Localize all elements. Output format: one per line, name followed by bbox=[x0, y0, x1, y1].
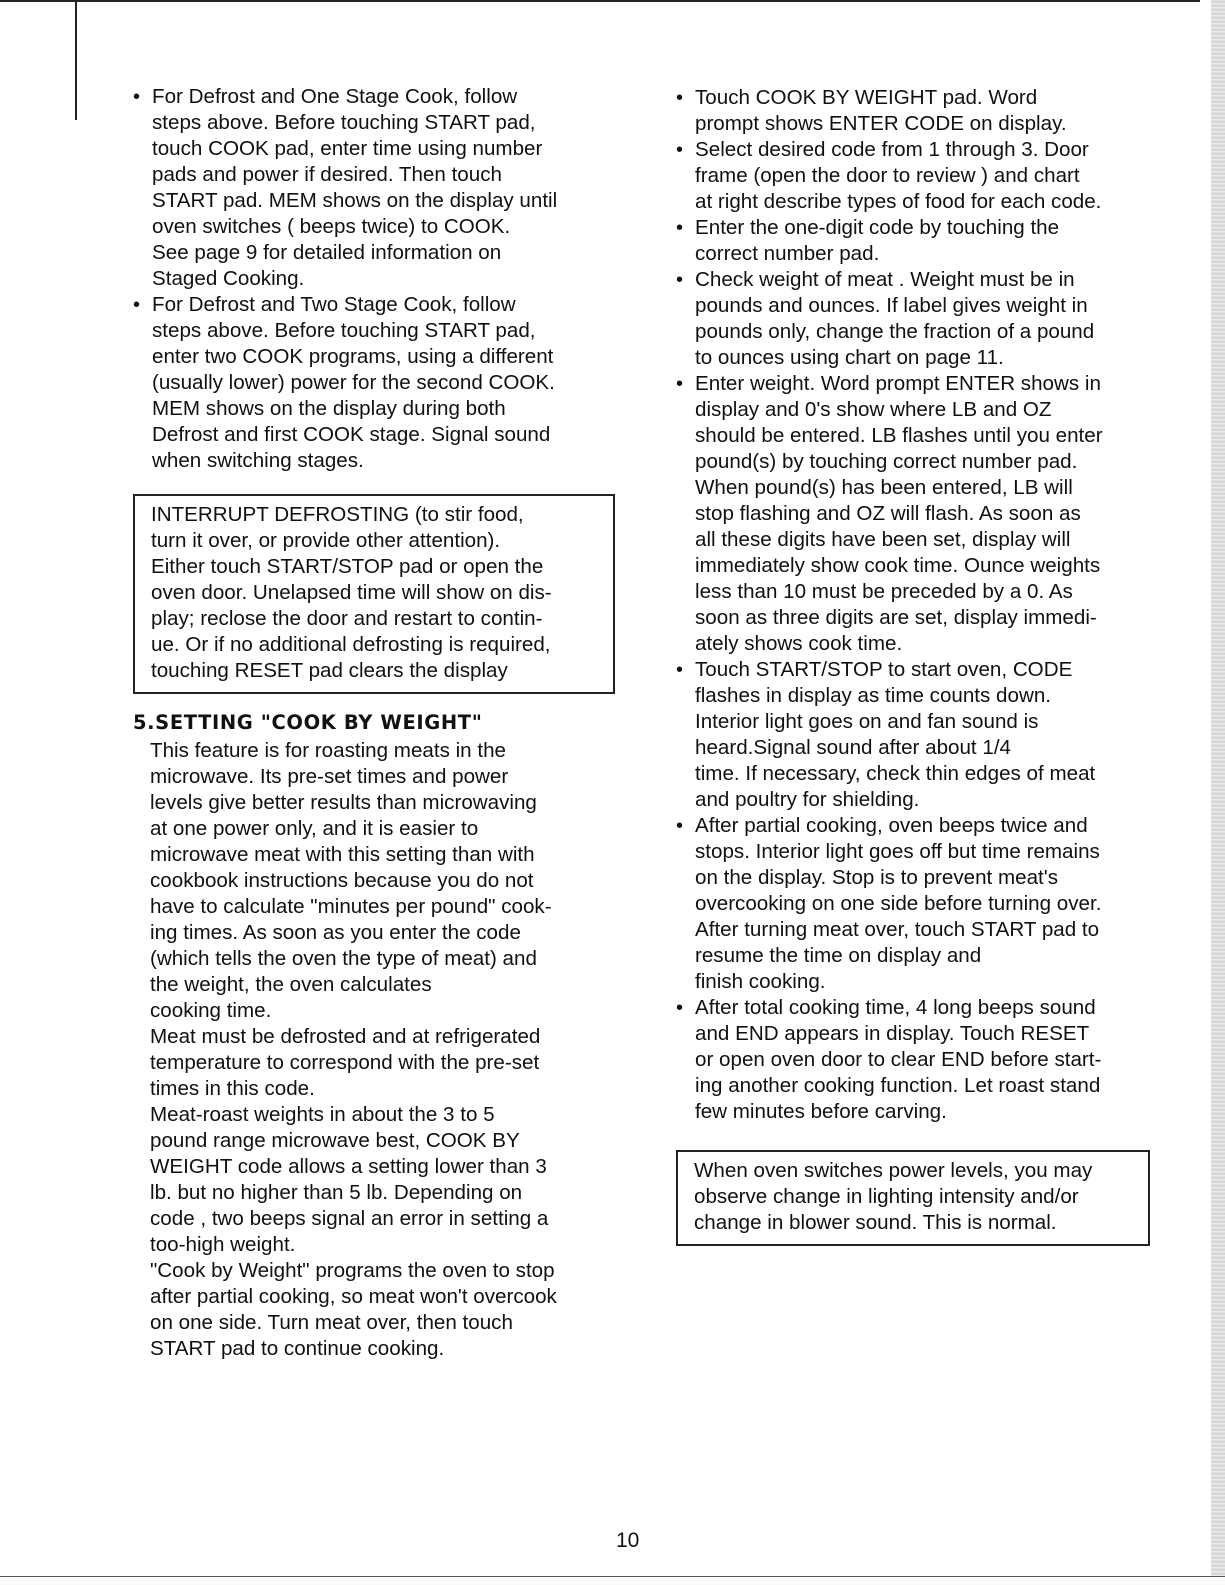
text-line: at one power only, and it is easier to bbox=[150, 817, 479, 840]
text-line: See page 9 for detailed information on bbox=[152, 241, 502, 264]
text-line: should be entered. LB flashes until you enter bbox=[695, 424, 1103, 447]
scan-frame-top-rule bbox=[0, 0, 1200, 2]
text-line: on the display. Stop is to prevent meat's bbox=[695, 866, 1058, 889]
text-line: Meat-roast weights in about the 3 to 5 bbox=[150, 1103, 495, 1126]
bullet-dot-icon: • bbox=[676, 217, 684, 239]
text-line: the weight, the oven calculates bbox=[150, 973, 432, 996]
text-line: Enter the one-digit code by touching the bbox=[695, 216, 1060, 239]
text-line: display and 0's show where LB and OZ bbox=[695, 398, 1052, 421]
text-line: pound(s) by touching correct number pad. bbox=[695, 450, 1078, 473]
note-line: turn it over, or provide other attention). bbox=[151, 529, 501, 552]
bullet-item bbox=[676, 267, 1161, 371]
text-line: on one side. Turn meat over, then touch bbox=[150, 1311, 513, 1334]
text-line: After partial cooking, oven beeps twice and bbox=[695, 814, 1088, 837]
text-line: WEIGHT code allows a setting lower than 3 bbox=[150, 1155, 547, 1178]
text-line: pounds only, change the fraction of a pound bbox=[695, 320, 1095, 343]
text-line: START pad. MEM shows on the display until bbox=[152, 189, 558, 212]
text-line: steps above. Before touching START pad, bbox=[152, 111, 536, 134]
power-level-note-box bbox=[676, 1150, 1150, 1246]
note-line: ue. Or if no additional defrosting is required, bbox=[151, 633, 551, 656]
text-line: when switching stages. bbox=[152, 449, 364, 472]
section-heading: 5.SETTING "COOK BY WEIGHT" bbox=[133, 711, 483, 734]
text-line: (which tells the oven the type of meat) and bbox=[150, 947, 537, 970]
text-line: temperature to correspond with the pre-set bbox=[150, 1051, 540, 1074]
text-line: times in this code. bbox=[150, 1077, 315, 1100]
text-line: microwave meat with this setting than with bbox=[150, 843, 535, 866]
text-line: ing times. As soon as you enter the code bbox=[150, 921, 521, 944]
bullet-item bbox=[676, 85, 1161, 137]
text-line: and END appears in display. Touch RESET bbox=[695, 1022, 1090, 1045]
text-line: heard.Signal sound after about 1/4 bbox=[695, 736, 1012, 759]
text-line: correct number pad. bbox=[695, 242, 880, 265]
bullet-dot-icon: • bbox=[133, 294, 141, 316]
text-line: cookbook instructions because you do not bbox=[150, 869, 534, 892]
text-line: Interior light goes on and fan sound is bbox=[695, 710, 1039, 733]
bullet-dot-icon: • bbox=[676, 659, 684, 681]
text-line: "Cook by Weight" programs the oven to stop bbox=[150, 1259, 555, 1282]
text-line: touch COOK pad, enter time using number bbox=[152, 137, 543, 160]
bullet-dot-icon: • bbox=[133, 86, 141, 108]
text-line: pound range microwave best, COOK BY bbox=[150, 1129, 520, 1152]
text-line: time. If necessary, check thin edges of meat bbox=[695, 762, 1096, 785]
text-line: at right describe types of food for each code. bbox=[695, 190, 1102, 213]
bullet-item bbox=[676, 813, 1161, 995]
text-line: Enter weight. Word prompt ENTER shows in bbox=[695, 372, 1101, 395]
bullet-dot-icon: • bbox=[676, 373, 684, 395]
note-line: observe change in lighting intensity and/or bbox=[694, 1185, 1079, 1208]
bullet-item bbox=[676, 371, 1161, 657]
note-line: play; reclose the door and restart to contin- bbox=[151, 607, 543, 630]
scan-edge-bottom bbox=[0, 1576, 1225, 1585]
section-body bbox=[150, 738, 610, 1362]
interrupt-defrosting-note-box bbox=[133, 494, 615, 694]
text-line: MEM shows on the display during both bbox=[152, 397, 506, 420]
note-line: Either touch START/STOP pad or open the bbox=[151, 555, 544, 578]
page-number: 10 bbox=[616, 1529, 640, 1552]
note-line: touching RESET pad clears the display bbox=[151, 659, 508, 682]
note-line: INTERRUPT DEFROSTING (to stir food, bbox=[151, 503, 524, 526]
bullet-item bbox=[676, 657, 1161, 813]
text-line: soon as three digits are set, display immedi- bbox=[695, 606, 1097, 629]
note-line: oven door. Unelapsed time will show on dis- bbox=[151, 581, 552, 604]
right-column-bullets bbox=[676, 85, 1161, 1125]
text-line: Meat must be defrosted and at refrigerated bbox=[150, 1025, 541, 1048]
text-line: finish cooking. bbox=[695, 970, 826, 993]
bullet-item bbox=[133, 292, 613, 474]
text-line: levels give better results than microwaving bbox=[150, 791, 537, 814]
text-line: ately shows cook time. bbox=[695, 632, 903, 655]
text-line: oven switches ( beeps twice) to COOK. bbox=[152, 215, 511, 238]
text-line: or open oven door to clear END before start- bbox=[695, 1048, 1102, 1071]
bullet-item bbox=[676, 995, 1161, 1125]
text-line: After total cooking time, 4 long beeps sound bbox=[695, 996, 1096, 1019]
text-line: Touch START/STOP to start oven, CODE bbox=[695, 658, 1073, 681]
text-line: less than 10 must be preceded by a 0. As bbox=[695, 580, 1073, 603]
text-line: Check weight of meat . Weight must be in bbox=[695, 268, 1075, 291]
text-line: all these digits have been set, display will bbox=[695, 528, 1071, 551]
text-line: code , two beeps signal an error in setting a bbox=[150, 1207, 549, 1230]
scan-frame-left-rule bbox=[75, 0, 77, 120]
note-line: change in blower sound. This is normal. bbox=[694, 1211, 1057, 1234]
text-line: START pad to continue cooking. bbox=[150, 1337, 445, 1360]
text-line: prompt shows ENTER CODE on display. bbox=[695, 112, 1067, 135]
left-column-bullets bbox=[133, 84, 613, 474]
text-line: and poultry for shielding. bbox=[695, 788, 920, 811]
text-line: immediately show cook time. Ounce weights bbox=[695, 554, 1101, 577]
text-line: For Defrost and One Stage Cook, follow bbox=[152, 85, 518, 108]
text-line: pounds and ounces. If label gives weight in bbox=[695, 294, 1088, 317]
text-line: Touch COOK BY WEIGHT pad. Word bbox=[695, 86, 1038, 109]
text-line: too-high weight. bbox=[150, 1233, 296, 1256]
text-line: frame (open the door to review ) and chart bbox=[695, 164, 1080, 187]
bullet-item bbox=[676, 215, 1161, 267]
text-line: pads and power if desired. Then touch bbox=[152, 163, 502, 186]
bullet-dot-icon: • bbox=[676, 997, 684, 1019]
note-line: When oven switches power levels, you may bbox=[694, 1159, 1093, 1182]
text-line: few minutes before carving. bbox=[695, 1100, 947, 1123]
text-line: microwave. Its pre-set times and power bbox=[150, 765, 509, 788]
bullet-dot-icon: • bbox=[676, 269, 684, 291]
text-line: enter two COOK programs, using a different bbox=[152, 345, 554, 368]
text-line: have to calculate "minutes per pound" cook- bbox=[150, 895, 552, 918]
text-line: Defrost and first COOK stage. Signal sound bbox=[152, 423, 551, 446]
bullet-dot-icon: • bbox=[676, 87, 684, 109]
bullet-dot-icon: • bbox=[676, 815, 684, 837]
text-line: overcooking on one side before turning over. bbox=[695, 892, 1102, 915]
text-line: For Defrost and Two Stage Cook, follow bbox=[152, 293, 516, 316]
text-line: Select desired code from 1 through 3. Door bbox=[695, 138, 1089, 161]
text-line: (usually lower) power for the second COOK. bbox=[152, 371, 555, 394]
text-line: cooking time. bbox=[150, 999, 272, 1022]
text-line: to ounces using chart on page 11. bbox=[695, 346, 1004, 369]
text-line: stop flashing and OZ will flash. As soon as bbox=[695, 502, 1081, 525]
scan-edge-right bbox=[1211, 0, 1225, 1585]
text-line: after partial cooking, so meat won't overcook bbox=[150, 1285, 557, 1308]
text-line: stops. Interior light goes off but time remains bbox=[695, 840, 1100, 863]
text-line: flashes in display as time counts down. bbox=[695, 684, 1051, 707]
text-line: After turning meat over, touch START pad to bbox=[695, 918, 1100, 941]
text-line: This feature is for roasting meats in the bbox=[150, 739, 506, 762]
text-line: resume the time on display and bbox=[695, 944, 982, 967]
bullet-dot-icon: • bbox=[676, 139, 684, 161]
bullet-item bbox=[676, 137, 1161, 215]
text-line: When pound(s) has been entered, LB will bbox=[695, 476, 1073, 499]
text-line: Staged Cooking. bbox=[152, 267, 305, 290]
text-line: steps above. Before touching START pad, bbox=[152, 319, 536, 342]
text-line: ing another cooking function. Let roast stand bbox=[695, 1074, 1101, 1097]
bullet-item bbox=[133, 84, 613, 292]
text-line: lb. but no higher than 5 lb. Depending on bbox=[150, 1181, 523, 1204]
